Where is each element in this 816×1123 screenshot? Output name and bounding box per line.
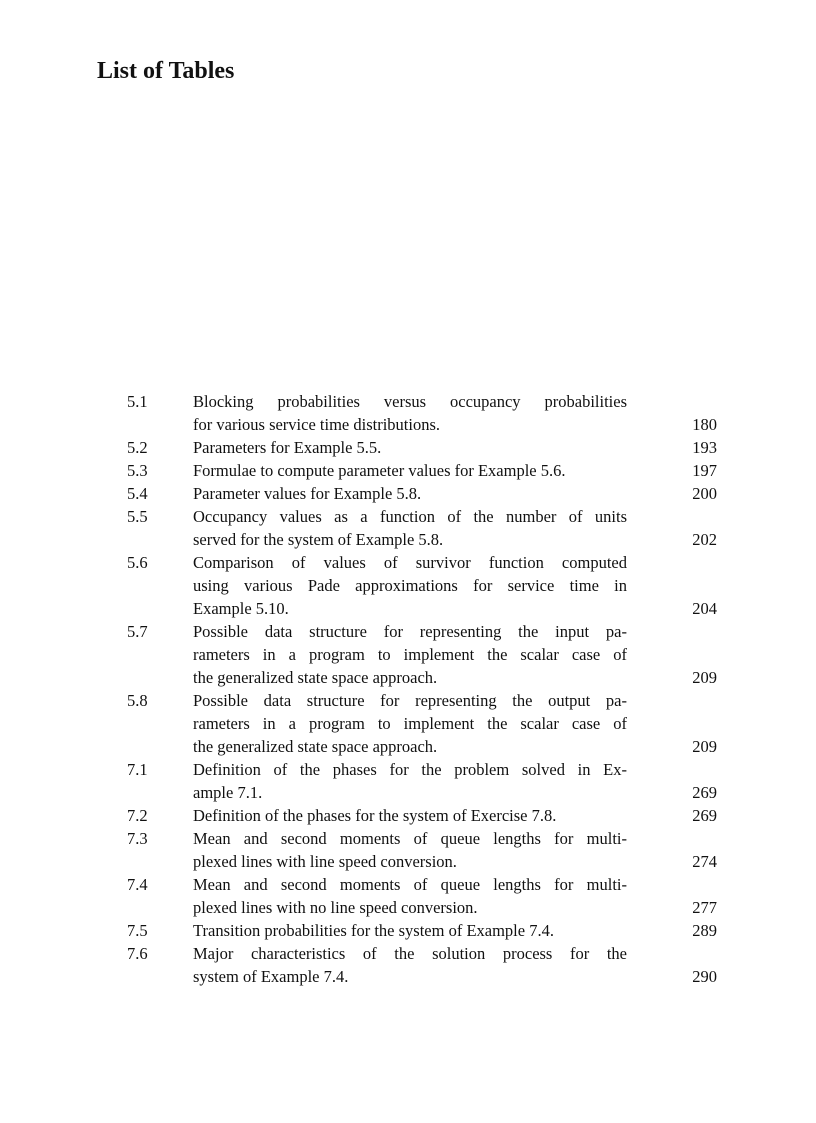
table-caption-line: the generalized state space approach. [193,668,438,687]
page-number: 277 [692,898,717,917]
table-list-entry[interactable] [127,551,727,620]
table-list-entry[interactable] [127,942,727,988]
table-number: 5.6 [127,553,148,572]
table-caption-line: Parameter values for Example 5.8. [193,484,422,503]
table-caption-line: Major characteristics of the solution process for the [193,944,627,963]
table-caption [193,459,627,482]
table-caption-line: plexed lines with no line speed conversion. [193,898,478,917]
table-caption-line: Blocking probabilities versus occupancy probabilities [193,392,627,411]
table-number: 7.3 [127,829,148,848]
table-caption [193,919,627,942]
table-caption-line: Definition of the phases for the system of Exercise 7.8. [193,806,557,825]
table-caption-line: Parameters for Example 5.5. [193,438,382,457]
page-number: 269 [692,783,717,802]
page-number: 180 [692,415,717,434]
table-caption-line: rameters in a program to implement the scalar case of [193,645,627,664]
table-number: 5.2 [127,438,148,457]
table-caption-line: Occupancy values as a function of the number of units [193,507,627,526]
table-number: 5.7 [127,622,148,641]
table-caption-line: for various service time distributions. [193,415,440,434]
page-title: List of Tables [97,58,235,84]
page-number: 204 [692,599,717,618]
table-list-entry[interactable] [127,505,727,551]
table-list-entry[interactable] [127,436,727,459]
page-number: 274 [692,852,717,871]
table-list-entry[interactable] [127,689,727,758]
table-caption-line: rameters in a program to implement the scalar case of [193,714,627,733]
table-caption-line: system of Example 7.4. [193,967,349,986]
table-number: 7.6 [127,944,148,963]
table-caption [193,827,627,873]
page-number: 193 [692,438,717,457]
table-list-entry[interactable] [127,390,727,436]
table-list-entry[interactable] [127,804,727,827]
table-list-entry[interactable] [127,459,727,482]
table-number: 5.8 [127,691,148,710]
table-caption-line: Possible data structure for representing the input pa- [193,622,627,641]
table-list [127,390,727,988]
table-caption-line: plexed lines with line speed conversion. [193,852,457,871]
table-caption-line: Definition of the phases for the problem solved in Ex- [193,760,627,779]
table-caption-line: Transition probabilities for the system of Example 7.4. [193,921,554,940]
table-caption [193,942,627,988]
table-caption-line: Mean and second moments of queue lengths for multi- [193,875,627,894]
table-caption [193,620,627,689]
table-number: 7.2 [127,806,148,825]
table-number: 5.5 [127,507,148,526]
page-number: 209 [692,737,717,756]
table-caption-line: Possible data structure for representing the output pa- [193,691,627,710]
table-caption-line: Formulae to compute parameter values for Example 5.6. [193,461,566,480]
table-caption [193,873,627,919]
page-number: 197 [692,461,717,480]
table-number: 7.1 [127,760,148,779]
page-number: 269 [692,806,717,825]
table-caption-line: the generalized state space approach. [193,737,438,756]
table-number: 7.5 [127,921,148,940]
table-caption [193,689,627,758]
table-caption-line: served for the system of Example 5.8. [193,530,444,549]
table-number: 5.4 [127,484,148,503]
table-caption-line: Mean and second moments of queue lengths for multi- [193,829,627,848]
table-number: 5.3 [127,461,148,480]
table-caption [193,436,627,459]
table-number: 7.4 [127,875,148,894]
table-list-entry[interactable] [127,620,727,689]
table-caption-line: using various Pade approximations for service time in [193,576,627,595]
table-caption [193,390,627,436]
table-list-entry[interactable] [127,482,727,505]
table-list-entry[interactable] [127,919,727,942]
table-caption [193,551,627,620]
table-caption [193,804,627,827]
table-caption [193,758,627,804]
table-number: 5.1 [127,392,148,411]
page-number: 200 [692,484,717,503]
page-number: 202 [692,530,717,549]
page-number: 290 [692,967,717,986]
table-caption-line: Comparison of values of survivor function computed [193,553,627,572]
table-caption-line: ample 7.1. [193,783,263,802]
page-number: 289 [692,921,717,940]
table-caption [193,505,627,551]
table-list-entry[interactable] [127,873,727,919]
page-number: 209 [692,668,717,687]
table-list-entry[interactable] [127,827,727,873]
table-caption [193,482,627,505]
table-caption-line: Example 5.10. [193,599,289,618]
table-list-entry[interactable] [127,758,727,804]
